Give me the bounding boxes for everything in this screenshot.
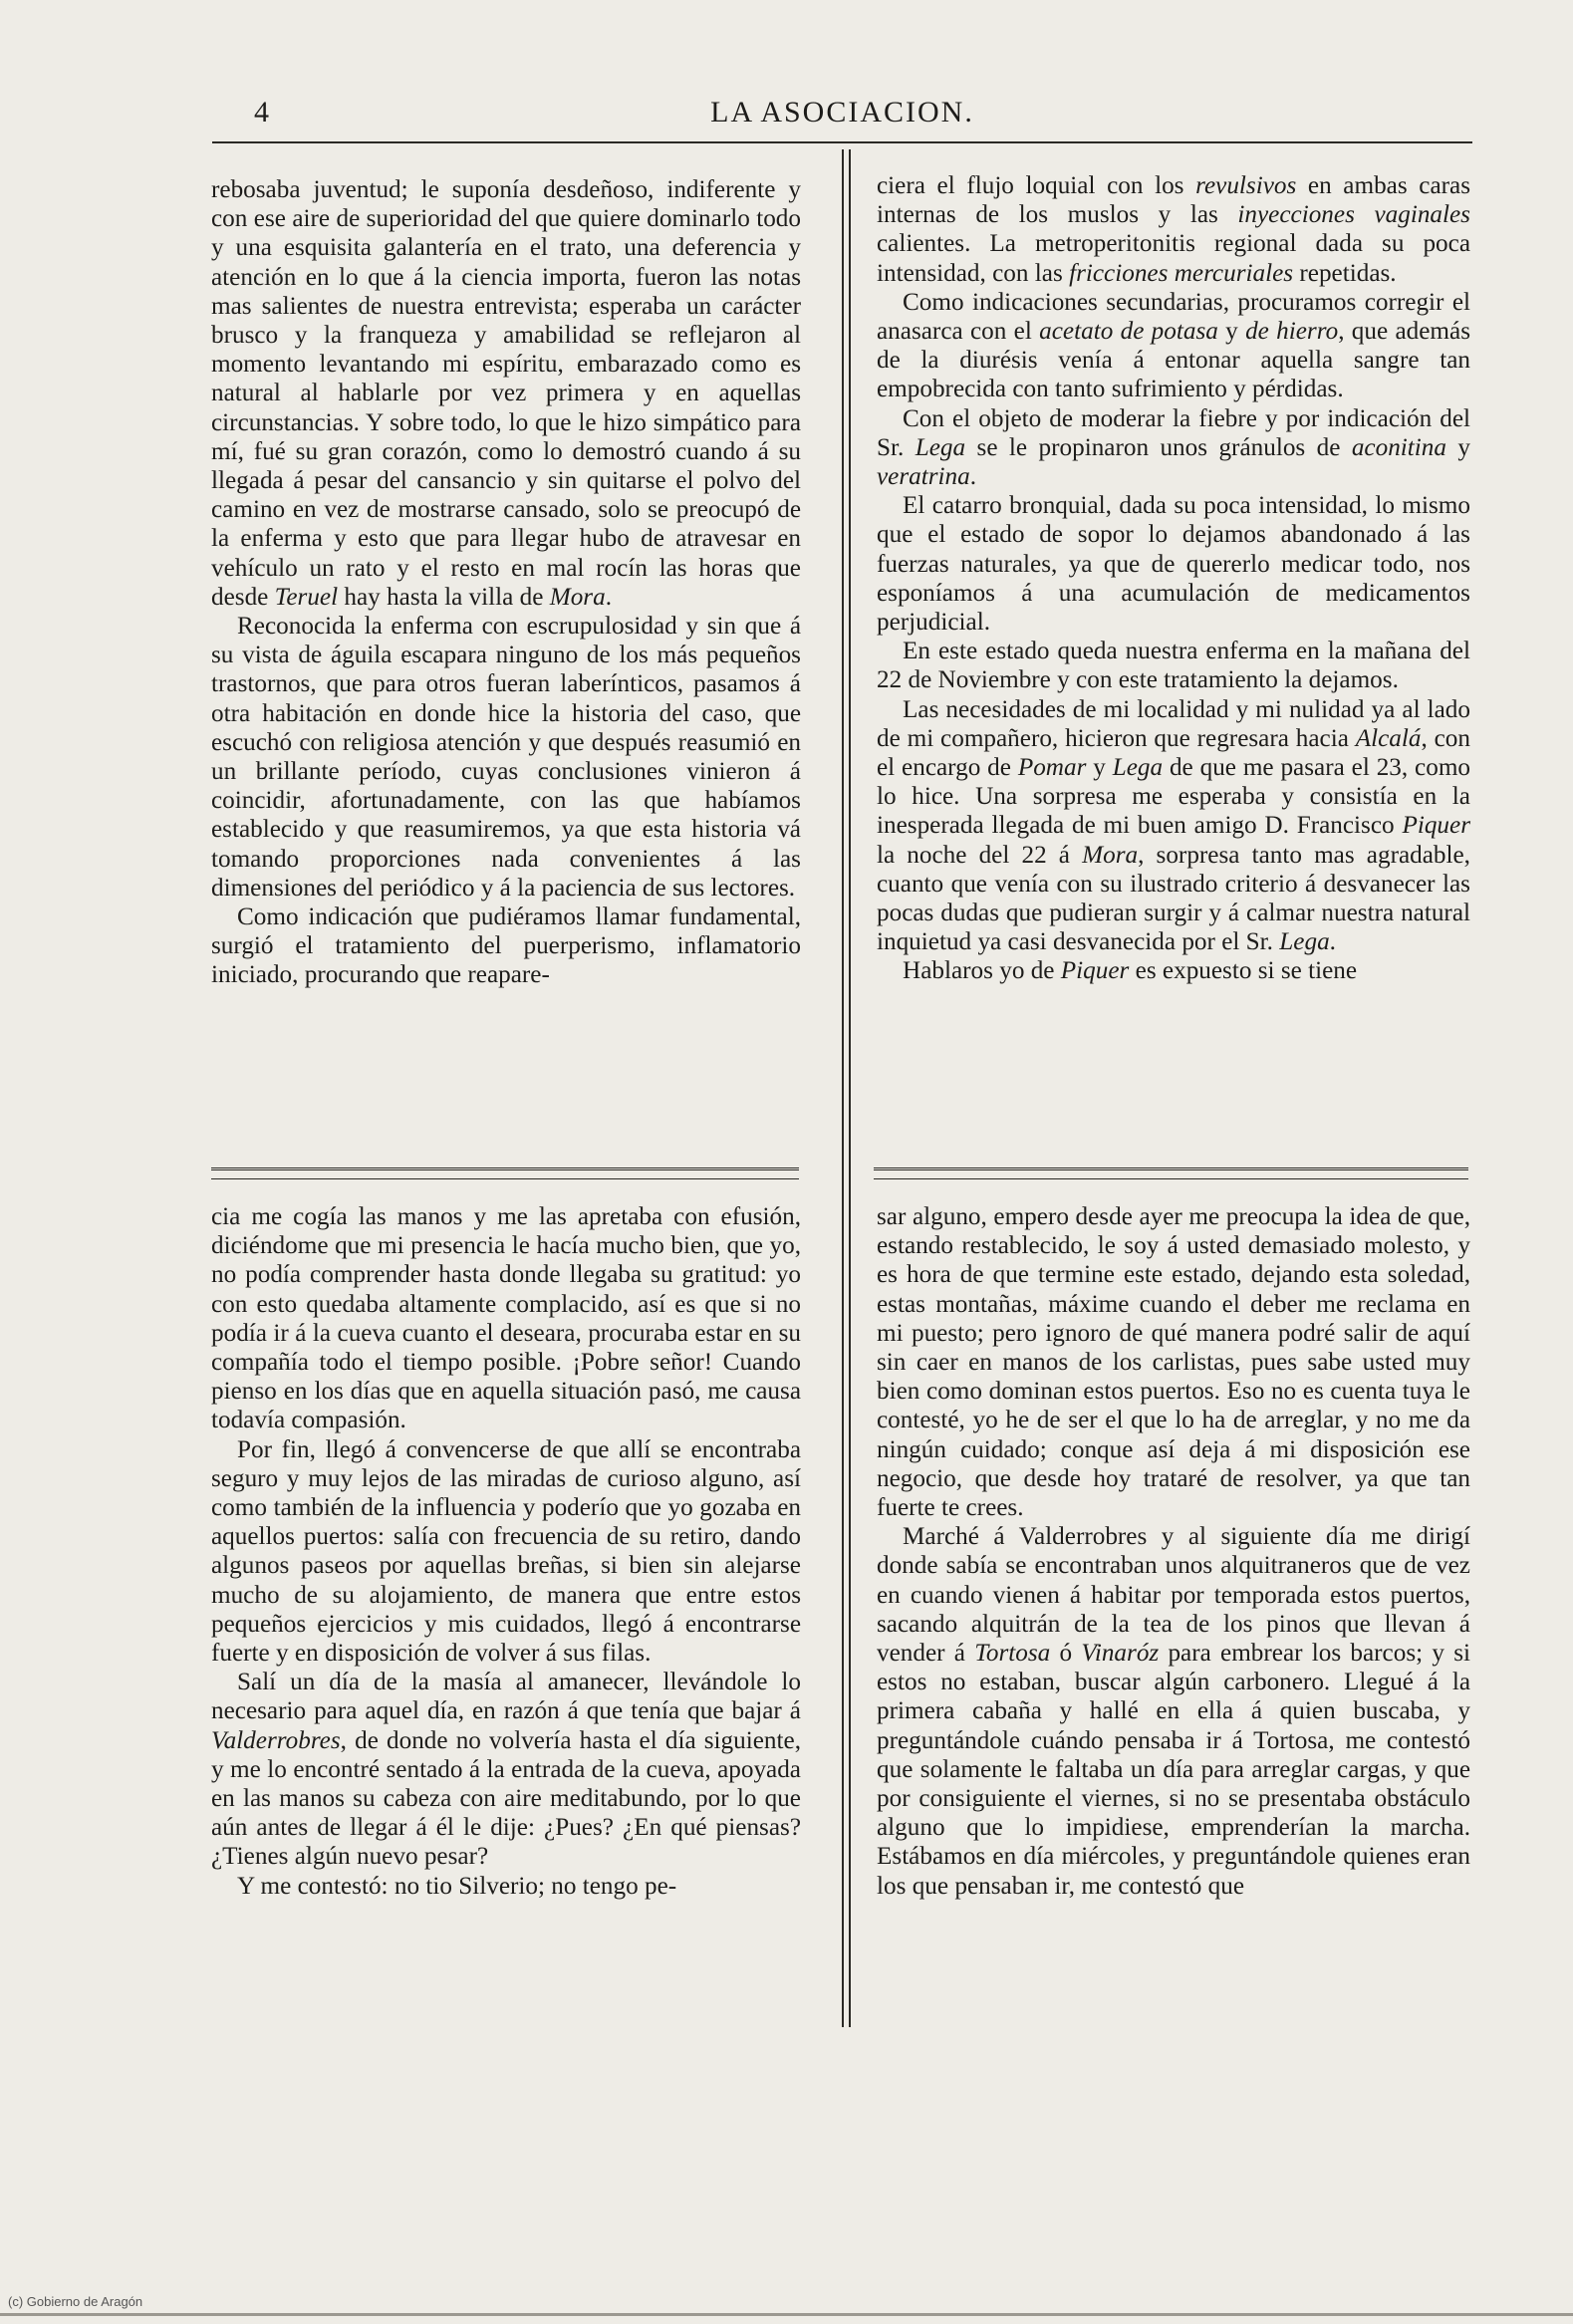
page-header — [212, 96, 1472, 145]
column-top-right — [877, 171, 1470, 986]
paragraph: Salí un día de la masía al amanecer, llevándole lo necesario para aquel día, en razón á que tenía que bajar á Valderrobres, de donde no volvería hasta el día siguiente, y me lo encontré sentado á la entrada de la cueva, apoyada en las manos su cabeza con aire meditabundo, por lo que aún antes de llegar á él le dije: ¿Pues? ¿En qué piensas? ¿Tienes algún nuevo pesar? — [211, 1669, 801, 1871]
copyright-credit: (c) Gobierno de Aragón — [8, 2294, 143, 2309]
paragraph: Reconocida la enferma con escrupulosidad y sin que á su vista de águila escapara ninguno de los más pequeños trastornos, que para otros fueran laberínticos, pasamos á otra habitación en donde hice la historia del caso, que escuchó con religiosa atención y que después reasumió en un brillante período, cuyas conclusiones vinieron á coincidir, afortunadamente, con las que habíamos establecido y que reasumiremos, ya que esta historia vá tomando proporciones nada convenientes á las dimensiones del periódico y á la paciencia de sus lectores. — [211, 613, 801, 902]
paragraph: El catarro bronquial, dada su poca intensidad, lo mismo que el estado de sopor lo dejamos abandonado á las fuerzas naturales, ya que de quererlo medicar todo, nos esponíamos á una acumulación de medicamentos perjudicial. — [877, 492, 1470, 637]
column-top-left — [211, 175, 801, 990]
header-rule — [212, 141, 1472, 143]
paragraph: rebosaba juventud; le suponía desdeñoso, indiferente y con ese aire de superioridad del que quiere dominarlo todo y una esquisita galantería en el trato, una deferencia y atención en lo que á la ciencia importa, fueron las notas mas salientes de nuestra entrevista; esperaba un carácter brusco y la franqueza y amabilidad se reflejaron al momento levantando mi espíritu, embarazado como es natural al hablarle por vez primera y en aquellas circunstancias. Y sobre todo, lo que le hizo simpático para mí, fué su gran corazón, como lo demostró cuando á su llegada á pesar del cansancio y sin quitarse el polvo del camino en vez de mostrarse cansado, solo se preocupó de la enferma y esto que para llegar hubo de atravesar en vehículo un rato y el resto en mal rocín las horas que desde Teruel hay hasta la villa de Mora. — [211, 176, 801, 611]
paragraph: cia me cogía las manos y me las apretaba con efusión, diciéndome que mi presencia le hacía mucho bien, que yo, no podía comprender hasta donde llegaba su gratitud: yo con esto quedaba altamente complacido, así es que si no podía ir á la cueva cuanto el deseara, procuraba estar en su compañía todo el tiempo posible. ¡Pobre señor! Cuando pienso en los días que en aquella situación pasó, me causa todavía compasión. — [211, 1203, 801, 1434]
paragraph: Marché á Valderrobres y al siguiente día me dirigí donde sabía se encontraban unos alquitraneros que de vez en cuando vienen á habitar por temporada estos puertos, sacando alquitrán de la tea de los pinos que llevan á vender á Tortosa ó Vinaróz para embrear los barcos; y si estos no estaban, buscar algún carbonero. Llegué á la primera cabaña y hallé en ella á quien buscaba, y preguntándole cuándo pensaba ir á Tortosa, me contestó que solamente le faltaba un día para arreglar cargas, y que por consiguiente el viernes, si no se presentaba obstáculo alguno que lo impidiese, emprenderían la marcha. Estábamos en día miércoles, y preguntándole quienes eran los que pensaban ir, me contestó que — [877, 1523, 1470, 1900]
page-number: 4 — [254, 96, 269, 129]
journal-title: LA ASOCIACION. — [710, 96, 974, 129]
paragraph: Como indicación que pudiéramos llamar fundamental, surgió el tratamiento del puerperismo, inflamatorio iniciado, procurando que reapare- — [211, 904, 801, 989]
paragraph: Las necesidades de mi localidad y mi nulidad ya al lado de mi compañero, hicieron que regresara hacia Alcalá, con el encargo de Pomar y Lega de que me pasara el 23, como lo hice. Una sorpresa me esperaba y consistía en la inesperada llegada de mi buen amigo D. Francisco Piquer la noche del 22 á Mora, sorpresa tanto mas agradable, cuanto que venía con su ilustrado criterio á desvanecer las pocas dudas que pudieran surgir y á calmar nuestra natural inquietud ya casi desvanecida por el Sr. Lega. — [877, 695, 1471, 956]
column-bottom-left — [211, 1202, 801, 1901]
column-divider — [842, 149, 851, 2027]
bottom-rule — [0, 2313, 1573, 2316]
paragraph: Y me contestó: no tio Silverio; no tengo pe- — [237, 1872, 677, 1900]
paragraph: Hablaros yo de Piquer es expuesto si se tiene — [903, 957, 1358, 985]
paragraph: sar alguno, empero desde ayer me preocupa la idea de que, estando restablecido, le soy á usted demasiado molesto, y es hora de que termine este estado, dejando esta soledad, estas montañas, máxime cuando el deber me reclama en mi puesto; pero ignoro de qué manera podré salir de aquí sin caer en manos de los carlistas, pues sabe usted muy bien como dominan estos puertos. Eso no es cuenta tuya le contesté, yo he de ser el que lo ha de arreglar, y no me da ningún cuidado; conque así deja á mi disposición ese negocio, que desde hoy trataré de resolver, ya que tan fuerte te crees. — [877, 1203, 1470, 1522]
paragraph: Como indicaciones secundarias, procuramos corregir el anasarca con el acetato de potasa y de hierro, que además de la diurésis venía á entonar aquella sangre tan empobrecida con tanto sufrimiento y pérdidas. — [877, 288, 1471, 403]
section-separator-right — [874, 1167, 1468, 1179]
paragraph: ciera el flujo loquial con los revulsivos en ambas caras internas de los muslos y las inyecciones vaginales calientes. La metroperitonitis regional dada su poca intensidad, con las fricciones mercuriales repetidas. — [877, 172, 1470, 287]
paragraph: Por fin, llegó á convencerse de que allí se encontraba seguro y muy lejos de las miradas de curioso alguno, así como también de la influencia y poderío que yo gozaba en aquellos puertos: salía con frecuencia de su retiro, dando algunos paseos por aquellas breñas, si bien sin alejarse mucho de su alojamiento, de manera que entre estos pequeños ejercicios y mis cuidados, llegó á encontrarse fuerte y en disposición de volver á sus filas. — [211, 1435, 801, 1668]
paragraph: En este estado queda nuestra enferma en la mañana del 22 de Noviembre y con este tratamiento la dejamos. — [877, 638, 1470, 694]
column-bottom-right — [877, 1202, 1470, 1901]
paragraph: Con el objeto de moderar la fiebre y por indicación del Sr. Lega se le propinaron unos gránulos de aconitina y veratrina. — [877, 404, 1470, 491]
section-separator-left — [211, 1167, 799, 1179]
